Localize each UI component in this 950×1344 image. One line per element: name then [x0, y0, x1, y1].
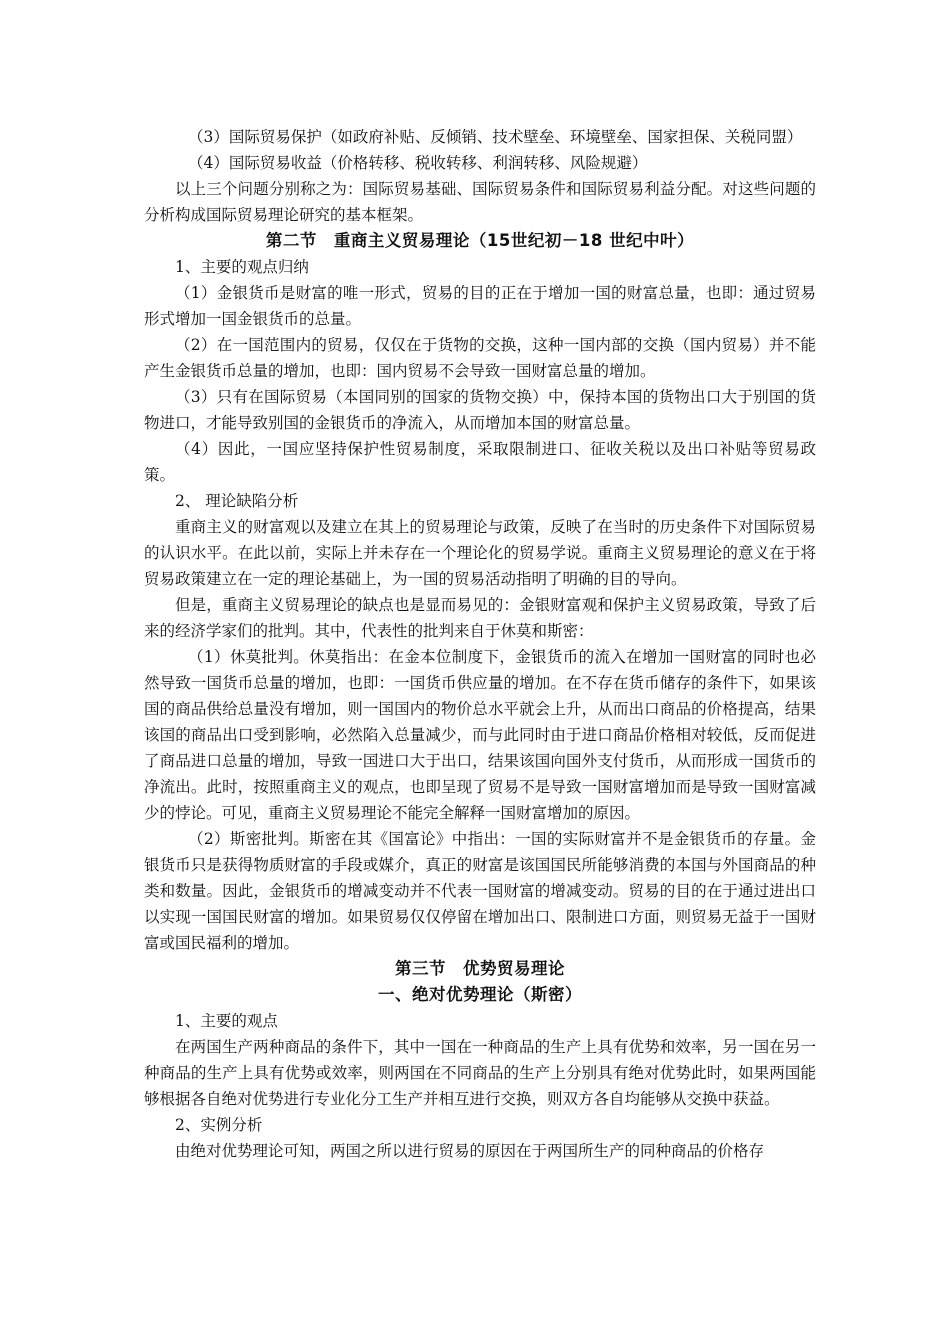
- paragraph-smith-critique: （2）斯密批判。斯密在其《国富论》中指出：一国的实际财富并不是金银货币的存量。金银货币只是获得物质财富的手段或媒介，真正的财富是该国国民所能够消费的本国与外国商品的种类和数量。因此，金银货币的增减变动并不代表一国财富的增减变动。贸易的目的在于通过进出口以实现一国国民财富的增加。如果贸易仅仅停留在增加出口、限制进口方面，则贸易无益于一国财富或国民福利的增加。: [144, 830, 816, 952]
- subheading-main-view: 1、主要的观点: [175, 1012, 278, 1030]
- subheading-defects: 2、 理论缺陷分析: [175, 492, 299, 510]
- paragraph-mercantilism-critique: 但是，重商主义贸易理论的缺点也是显而易见的：金银财富观和保护主义贸易政策，导致了后来的经济学家们的批判。其中，代表性的批判来自于休莫和斯密：: [144, 596, 816, 640]
- paragraph-view-4: （4）因此，一国应坚持保护性贸易制度，采取限制进口、征收关税以及出口补贴等贸易政策。: [144, 440, 816, 484]
- section-heading-mercantilism: 第二节 重商主义贸易理论（15世纪初－18 世纪中叶）: [265, 231, 695, 250]
- subheading-main-views: 1、主要的观点归纳: [175, 258, 309, 276]
- paragraph-trade-protection: （3）国际贸易保护（如政府补贴、反倾销、技术壁垒、环境壁垒、国家担保、关税同盟）: [188, 128, 803, 146]
- document-page: [144, 124, 816, 1164]
- section-heading-absolute-advantage: 一、绝对优势理论（斯密）: [378, 985, 582, 1004]
- subheading-example: 2、实例分析: [175, 1116, 263, 1134]
- paragraph-view-1: （1）金银货币是财富的唯一形式，贸易的目的正在于增加一国的财富总量，也即：通过贸易形式增加一国金银货币的总量。: [144, 284, 816, 328]
- paragraph-hume-critique: （1）休莫批判。休莫指出：在金本位制度下，金银货币的流入在增加一国财富的同时也必然导致一国货币总量的增加，也即：一国货币供应量的增加。在不存在货币储存的条件下，如果该国的商品供给总量没有增加，则一国国内的物价总水平就会上升，从而出口商品的价格提高，结果该国的商品出口受到影响，必然陷入总量减少，而与此同时由于进口商品价格相对较低，反而促进了商品进口总量的增加，导致一国进口大于出口，结果该国向国外支付货币，从而形成一国货币的净流出。此时，按照重商主义的观点，也即呈现了贸易不是导致一国财富增加而是导致一国财富减少的悖论。可见，重商主义贸易理论不能完全解释一国财富增加的原因。: [144, 648, 816, 822]
- paragraph-absolute-advantage: 在两国生产两种商品的条件下，其中一国在一种商品的生产上具有优势和效率，另一国在另一种商品的生产上具有优势或效率，则两国在不同商品的生产上分别具有绝对优势此时，如果两国能够根据各自绝对优势进行专业化分工生产并相互进行交换，则双方各自均能够从交换中获益。: [144, 1038, 816, 1108]
- paragraph-framework-summary: 以上三个问题分别称之为：国际贸易基础、国际贸易条件和国际贸易利益分配。对这些问题的分析构成国际贸易理论研究的基本框架。: [144, 180, 816, 224]
- section-heading-advantage-theory: 第三节 优势贸易理论: [395, 959, 565, 978]
- paragraph-view-2: （2）在一国范围内的贸易，仅仅在于货物的交换，这种一国内部的交换（国内贸易）并不能产生金银货币总量的增加，也即：国内贸易不会导致一国财富总量的增加。: [144, 336, 816, 380]
- paragraph-view-3: （3）只有在国际贸易（本国同别的国家的货物交换）中，保持本国的货物出口大于别国的货物进口，才能导致别国的金银货币的净流入，从而增加本国的财富总量。: [144, 388, 816, 432]
- paragraph-mercantilism-significance: 重商主义的财富观以及建立在其上的贸易理论与政策，反映了在当时的历史条件下对国际贸易的认识水平。在此以前，实际上并未存在一个理论化的贸易学说。重商主义贸易理论的意义在于将贸易政策建立在一定的理论基础上，为一国的贸易活动指明了明确的目的导向。: [144, 518, 816, 588]
- paragraph-trade-gains: （4）国际贸易收益（价格转移、税收转移、利润转移、风险规避）: [188, 154, 648, 172]
- paragraph-example-start: 由绝对优势理论可知，两国之所以进行贸易的原因在于两国所生产的同种商品的价格存: [175, 1142, 765, 1160]
